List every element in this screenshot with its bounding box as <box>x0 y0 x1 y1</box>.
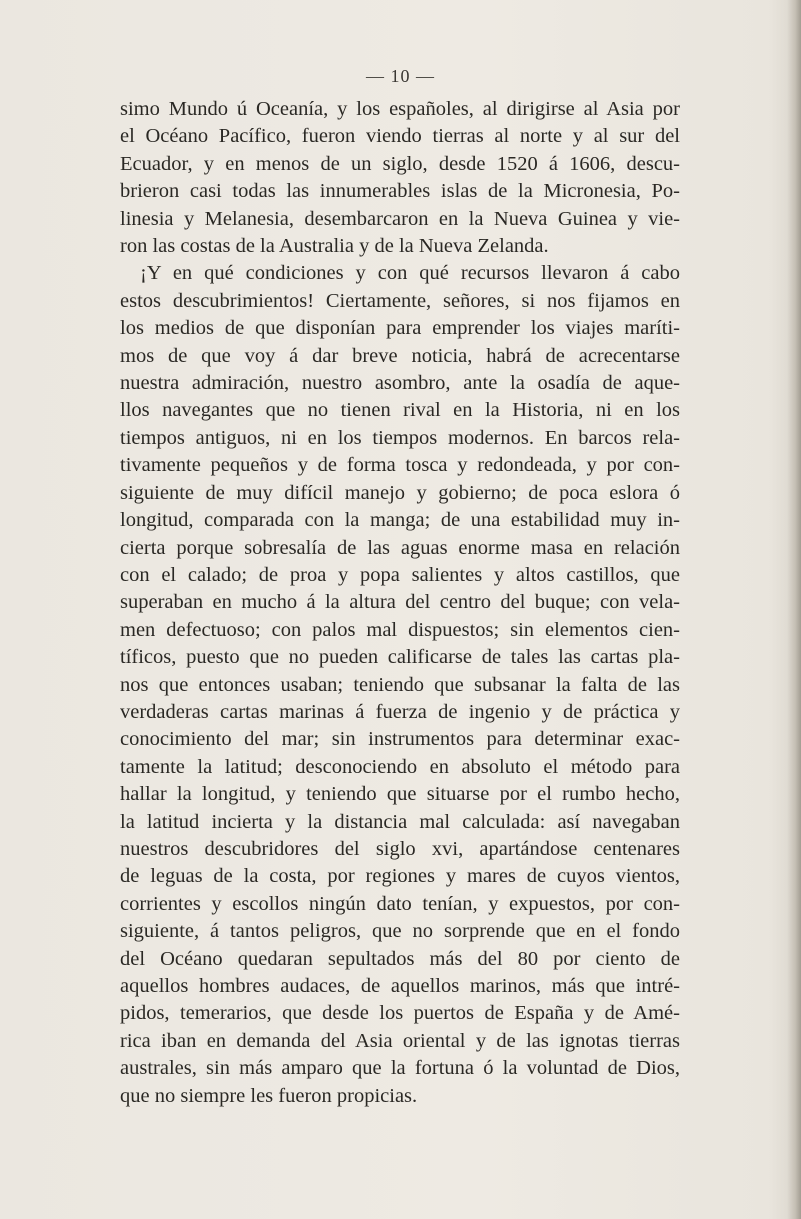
text-line: men defectuoso; con palos mal dispuestos; sin elementos cien- <box>120 618 680 641</box>
text-line: australes, sin más amparo que la fortuna ó la voluntad de Dios, <box>120 1057 680 1080</box>
text-line: corrientes y escollos ningún dato tenían, y expuestos, por con- <box>120 892 680 915</box>
text-line: verdaderas cartas marinas á fuerza de ingenio y de práctica y <box>120 700 680 723</box>
text-line: hallar la longitud, y teniendo que situarse por el rumbo hecho, <box>120 783 680 806</box>
text-line: brieron casi todas las innumerables islas de la Micronesia, Po- <box>120 180 680 203</box>
text-line: Ecuador, y en menos de un siglo, desde 1520 á 1606, descu- <box>120 152 680 175</box>
body-text <box>120 96 680 1110</box>
page-number: — 10 — <box>366 66 435 86</box>
text-line: tíficos, puesto que no pueden calificarse de tales las cartas pla- <box>120 646 680 669</box>
text-line: que no siempre les fueron propicias. <box>120 1084 418 1107</box>
text-line: la latitud incierta y la distancia mal calculada: así navegaban <box>120 810 680 833</box>
text-line: longitud, comparada con la manga; de una estabilidad muy in- <box>120 509 680 532</box>
text-line: siguiente, á tantos peligros, que no sorprende que en el fondo <box>120 920 680 943</box>
text-line: linesia y Melanesia, desembarcaron en la Nueva Guinea y vie- <box>120 207 680 230</box>
text-line: el Océano Pacífico, fueron viendo tierras al norte y al sur del <box>120 125 680 148</box>
page-edge-shadow <box>787 0 801 1219</box>
text-line: conocimiento del mar; sin instrumentos para determinar exac- <box>120 728 680 751</box>
text-line: con el calado; de proa y popa salientes y altos castillos, que <box>120 563 680 586</box>
text-line: tivamente pequeños y de forma tosca y redondeada, y por con- <box>120 454 680 477</box>
text-line: nuestros descubridores del siglo xvi, apartándose centenares <box>120 837 680 860</box>
text-line: cierta porque sobresalía de las aguas enorme masa en relación <box>120 536 680 559</box>
text-line: ron las costas de la Australia y de la Nueva Zelanda. <box>120 235 549 258</box>
text-line: llos navegantes que no tienen rival en la Historia, ni en los <box>120 399 680 422</box>
text-line: aquellos hombres audaces, de aquellos marinos, más que intré- <box>120 975 680 997</box>
text-line: estos descubrimientos! Ciertamente, señores, si nos fijamos en <box>120 289 680 312</box>
text-line: tiempos antiguos, ni en los tiempos modernos. En barcos rela- <box>120 426 680 449</box>
text-line: pidos, temerarios, que desde los puertos de España y de Amé- <box>120 1002 680 1025</box>
text-line: nos que entonces usaban; teniendo que subsanar la falta de las <box>120 673 680 696</box>
text-line: simo Mundo ú Oceanía, y los españoles, al dirigirse al Asia por <box>120 98 680 120</box>
text-line: superaban en mucho á la altura del centro del buque; con vela- <box>120 591 680 614</box>
text-line: los medios de que disponían para emprender los viajes maríti- <box>120 317 680 340</box>
text-line: rica iban en demanda del Asia oriental y de las ignotas tierras <box>120 1029 680 1052</box>
text-line: tamente la latitud; desconociendo en absoluto el método para <box>120 755 680 778</box>
text-line: de leguas de la costa, por regiones y mares de cuyos vientos, <box>120 865 680 888</box>
text-line: siguiente de muy difícil manejo y gobierno; de poca eslora ó <box>120 481 680 504</box>
text-line: mos de que voy á dar breve noticia, habrá de acrecentarse <box>120 344 680 367</box>
text-line: nuestra admiración, nuestro asombro, ante la osadía de aque- <box>120 372 680 395</box>
text-line: del Océano quedaran sepultados más del 80 por ciento de <box>120 947 680 970</box>
text-line: ¡Y en qué condiciones y con qué recursos llevaron á cabo <box>140 262 680 285</box>
